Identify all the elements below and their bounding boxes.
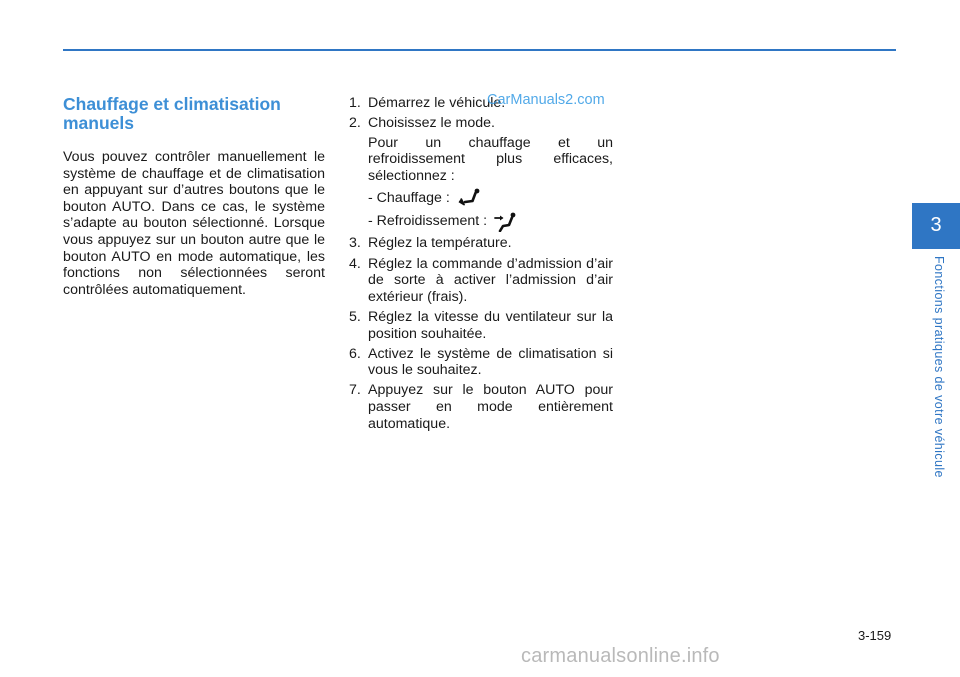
left-column: [63, 95, 325, 298]
step-6: [349, 346, 613, 379]
step-number: 5.: [349, 308, 361, 325]
step-number: 1.: [349, 95, 361, 111]
step-3: [349, 235, 613, 252]
watermark-bottom: carmanualsonline.info: [521, 645, 720, 667]
step-2: [349, 115, 613, 132]
step-number: 6.: [349, 345, 361, 362]
step-text: Activez le système de climatisation si vous le souhaitez.: [368, 345, 613, 379]
watermark-top: CarManuals2.com: [487, 92, 605, 108]
cooling-option: [368, 212, 613, 232]
section-title: Chauffage et climatisation manuels: [63, 94, 281, 133]
step-text: Réglez la commande d’admission d’air de sorte à activer l’admission d’air extérieur (frais).: [368, 255, 613, 305]
chapter-label: Fonctions pratiques de votre véhicule: [932, 256, 946, 478]
step-number: 2.: [349, 115, 361, 132]
face-vent-icon: [493, 212, 519, 232]
step-2-details: [349, 135, 613, 232]
cooling-label: - Refroidissement :: [368, 213, 488, 230]
step-number: 7.: [349, 382, 361, 399]
steps-list: [349, 95, 613, 436]
step-text: Réglez la température.: [368, 235, 512, 252]
header-rule: [63, 49, 896, 51]
foot-vent-icon: [456, 188, 482, 208]
step-7: [349, 382, 613, 432]
mode-detail: Pour un chauffage et un refroidissement plus efficaces, sélectionnez :: [368, 134, 613, 184]
step-text: Choisissez le mode.: [368, 115, 495, 132]
intro-paragraph: Vous pouvez contrôler manuellement le système de chauffage et de climatisation en appuyant sur d’autres boutons que le bouton AUTO. Dans ce cas, le système s’adapte au bouton sélectionné. Lorsque vous appuyez sur un bouton autre que le bouton AUTO en mode automatique, les fonctions non sélectionnées seront contrôlées automatiquement.: [63, 149, 325, 298]
step-4: [349, 256, 613, 306]
chapter-tab: 3: [912, 203, 960, 248]
step-text: Appuyez sur le bouton AUTO pour passer en mode entièrement automatique.: [368, 382, 613, 432]
chapter-rule: [912, 248, 960, 249]
step-text: Réglez la vitesse du ventilateur sur la position souhaitée.: [368, 308, 613, 342]
page-number: 3-159: [858, 628, 892, 643]
heating-label: - Chauffage :: [368, 189, 450, 206]
step-5: [349, 309, 613, 342]
heating-option: [368, 188, 613, 208]
step-number: 3.: [349, 235, 361, 252]
step-text: Démarrez le véhicule.: [368, 95, 506, 111]
step-number: 4.: [349, 255, 361, 272]
